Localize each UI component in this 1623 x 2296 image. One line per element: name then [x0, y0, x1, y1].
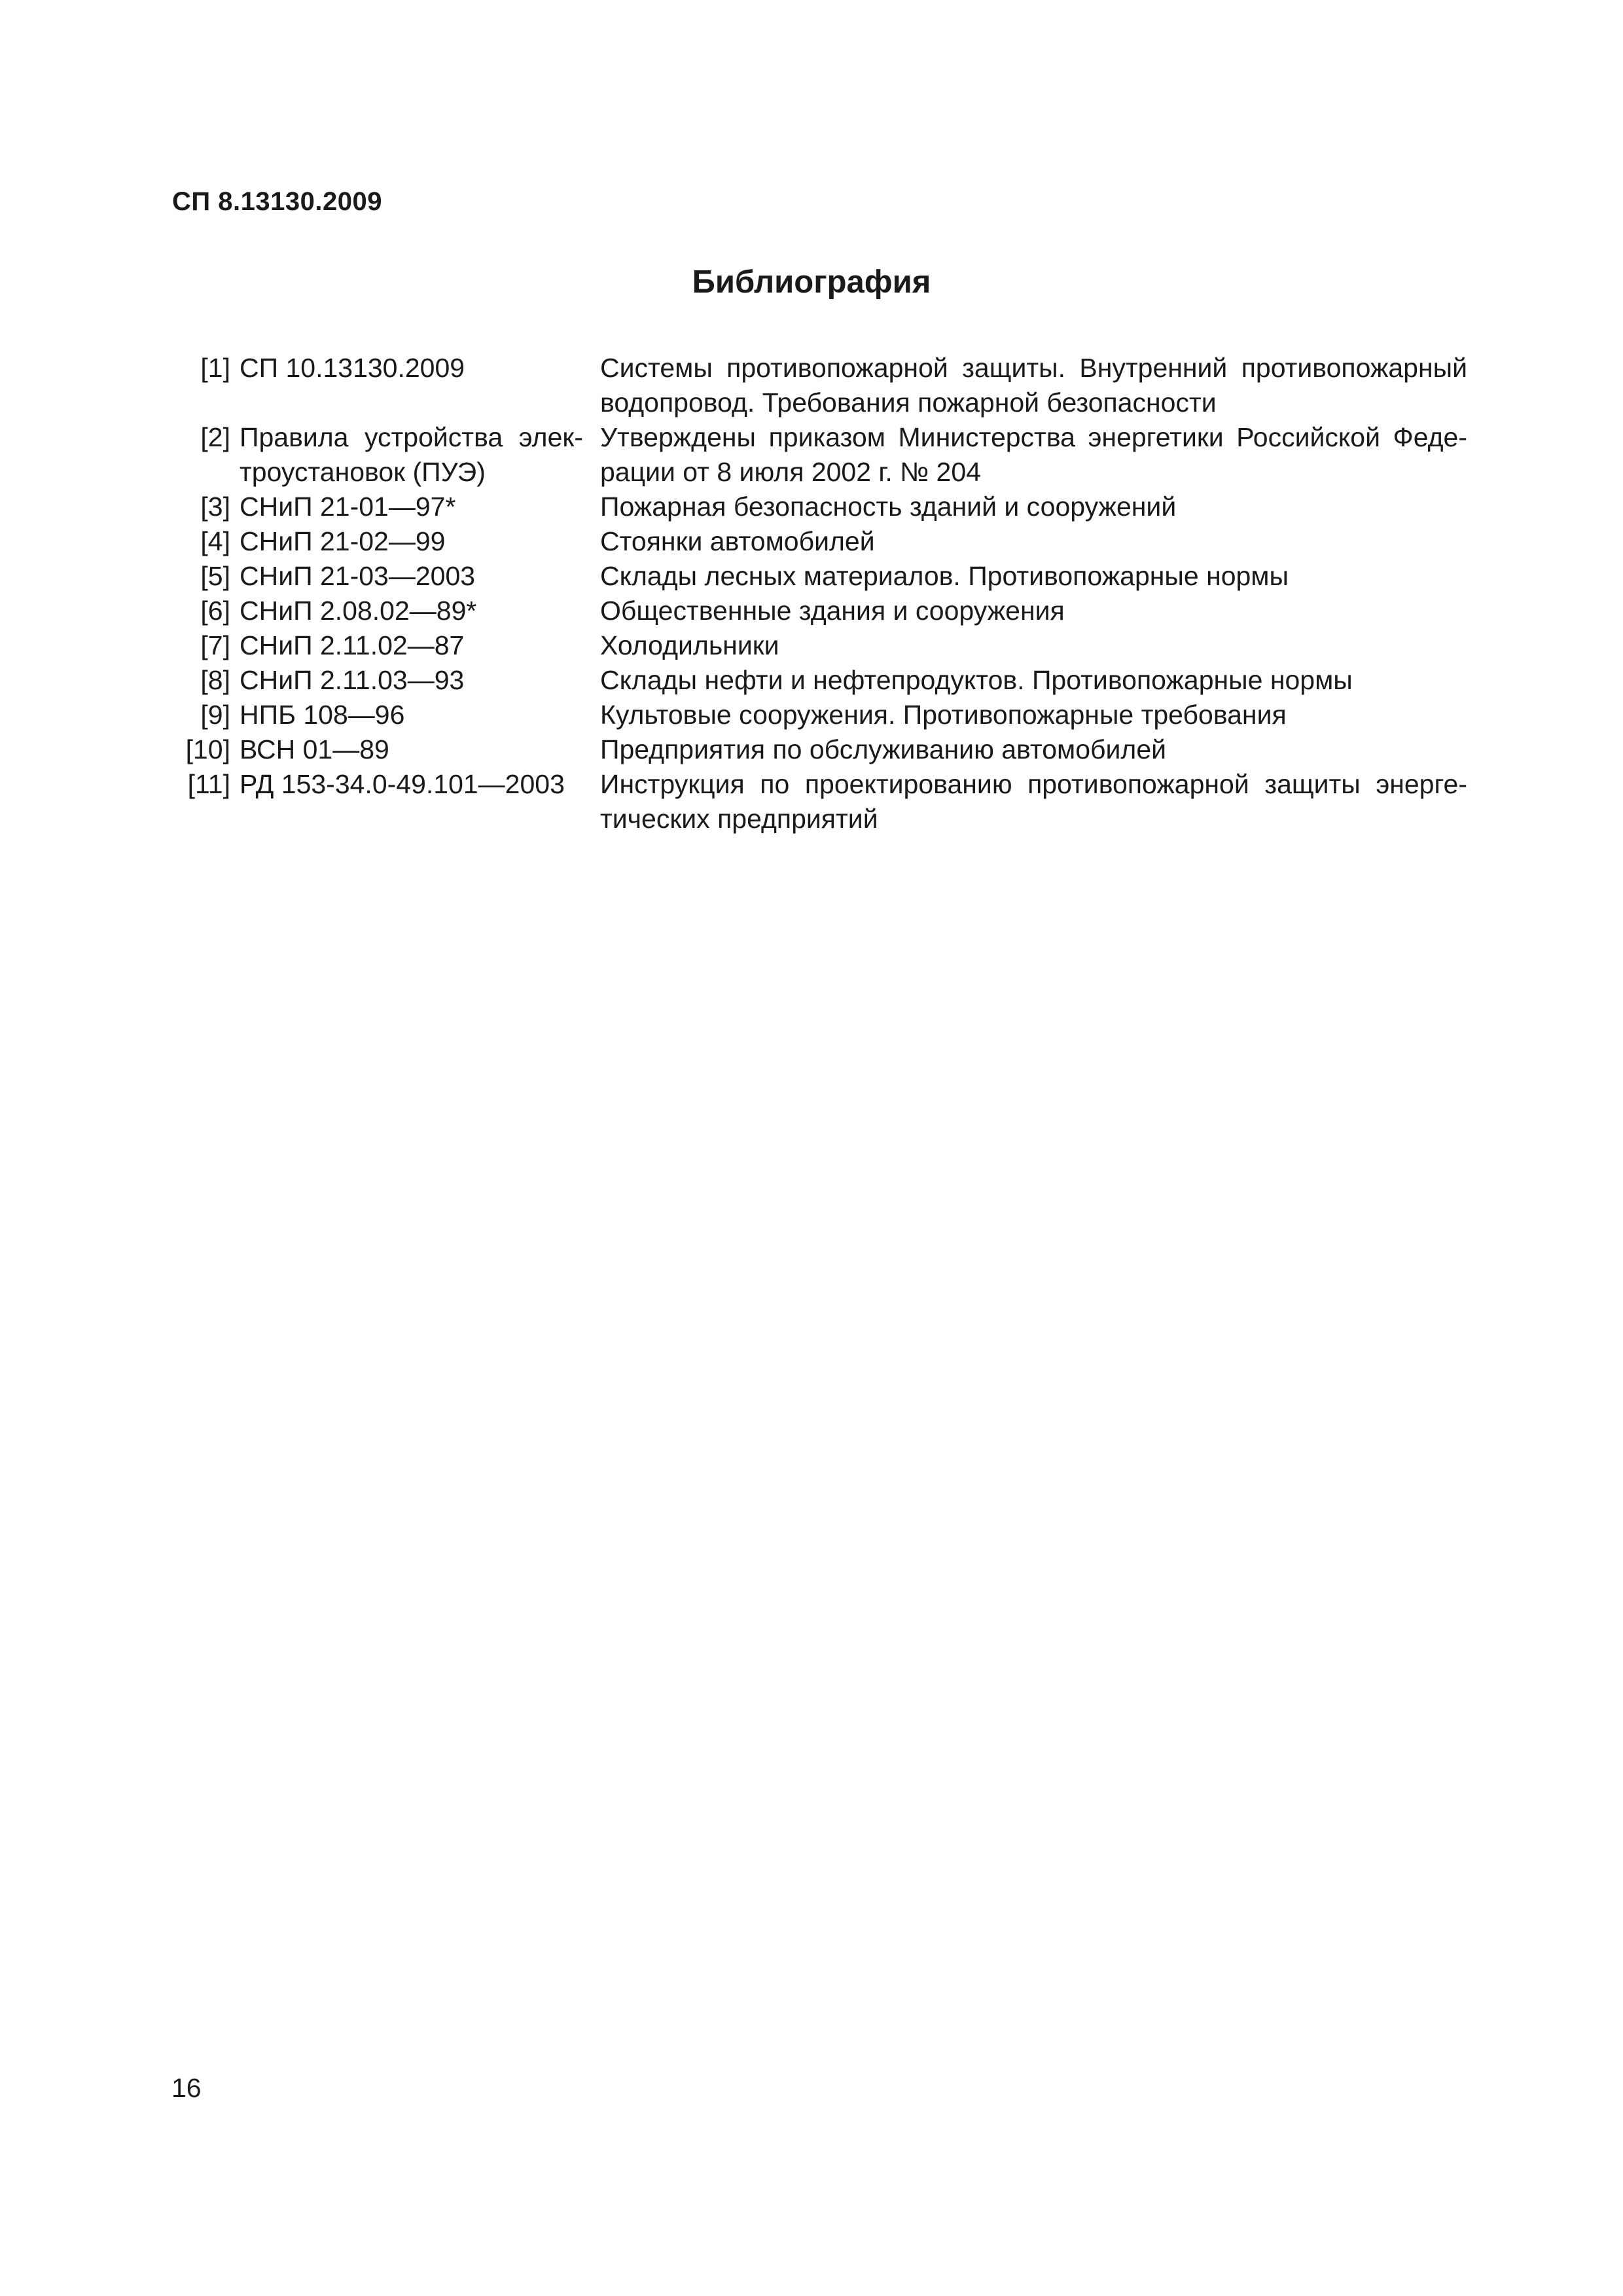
entry-source: Правила устройства элек-троустановок (ПУЭ) [240, 422, 583, 487]
bibliography-entry [171, 490, 1467, 524]
entry-source: ВСН 01—89 [240, 734, 389, 764]
entry-title: Общественные здания и сооружения [600, 596, 1065, 626]
entry-source: СНиП 21-02—99 [240, 526, 446, 556]
page-number: 16 [171, 2073, 202, 2103]
entry-title: Утверждены приказом Министерства энергетики Российской Феде-рации от 8 июля 2002 г. № 204 [600, 422, 1467, 487]
document-code: СП 8.13130.2009 [172, 187, 382, 216]
bibliography-entry [171, 594, 1467, 628]
entry-number: [1] [200, 353, 230, 383]
entry-number: [7] [200, 630, 230, 660]
bibliography-entry [171, 524, 1467, 559]
entry-source: СНиП 2.11.02—87 [240, 630, 465, 660]
entry-number: [2] [200, 422, 230, 452]
bibliography-entry [171, 767, 1467, 836]
entry-source: СНиП 21-01—97* [240, 492, 456, 522]
entry-number: [8] [200, 665, 230, 695]
bibliography-entry [171, 420, 1467, 490]
entry-title: Культовые сооружения. Противопожарные требования [600, 700, 1287, 730]
bibliography-entry [171, 559, 1467, 594]
bibliography-entry [171, 628, 1467, 663]
entry-number: [3] [200, 492, 230, 522]
entry-number: [5] [200, 561, 230, 591]
entry-source: СНиП 21-03—2003 [240, 561, 476, 591]
entry-title: Пожарная безопасность зданий и сооружений [600, 492, 1177, 522]
entry-number: [9] [200, 700, 230, 730]
section-title: Библиография [692, 264, 931, 300]
bibliography-entry [171, 698, 1467, 732]
entry-title: Стоянки автомобилей [600, 526, 875, 556]
bibliography-entry [171, 663, 1467, 698]
entry-title: Склады нефти и нефтепродуктов. Противопожарные нормы [600, 665, 1353, 695]
entry-source: СП 10.13130.2009 [240, 353, 465, 383]
bibliography-entry [171, 732, 1467, 767]
entry-number: [11] [187, 769, 230, 799]
entry-source: СНиП 2.11.03—93 [240, 665, 465, 695]
bibliography-entry [171, 351, 1467, 420]
entry-title: Холодильники [600, 630, 779, 660]
entry-title: Инструкция по проектированию противопожарной защиты энерге-тических предприятий [600, 769, 1467, 834]
entry-title: Предприятия по обслуживанию автомобилей [600, 734, 1167, 764]
bibliography-list [171, 351, 1467, 836]
entry-number: [4] [200, 526, 230, 556]
entry-source: НПБ 108—96 [240, 700, 405, 730]
entry-source: СНиП 2.08.02—89* [240, 596, 477, 626]
entry-source: РД 153-34.0-49.101—2003 [240, 769, 565, 799]
entry-title: Системы противопожарной защиты. Внутренний противопожарный водопровод. Требования пожарной безопасности [600, 353, 1467, 418]
entry-title: Склады лесных материалов. Противопожарные нормы [600, 561, 1289, 591]
entry-number: [10] [185, 734, 230, 764]
entry-number: [6] [200, 596, 230, 626]
